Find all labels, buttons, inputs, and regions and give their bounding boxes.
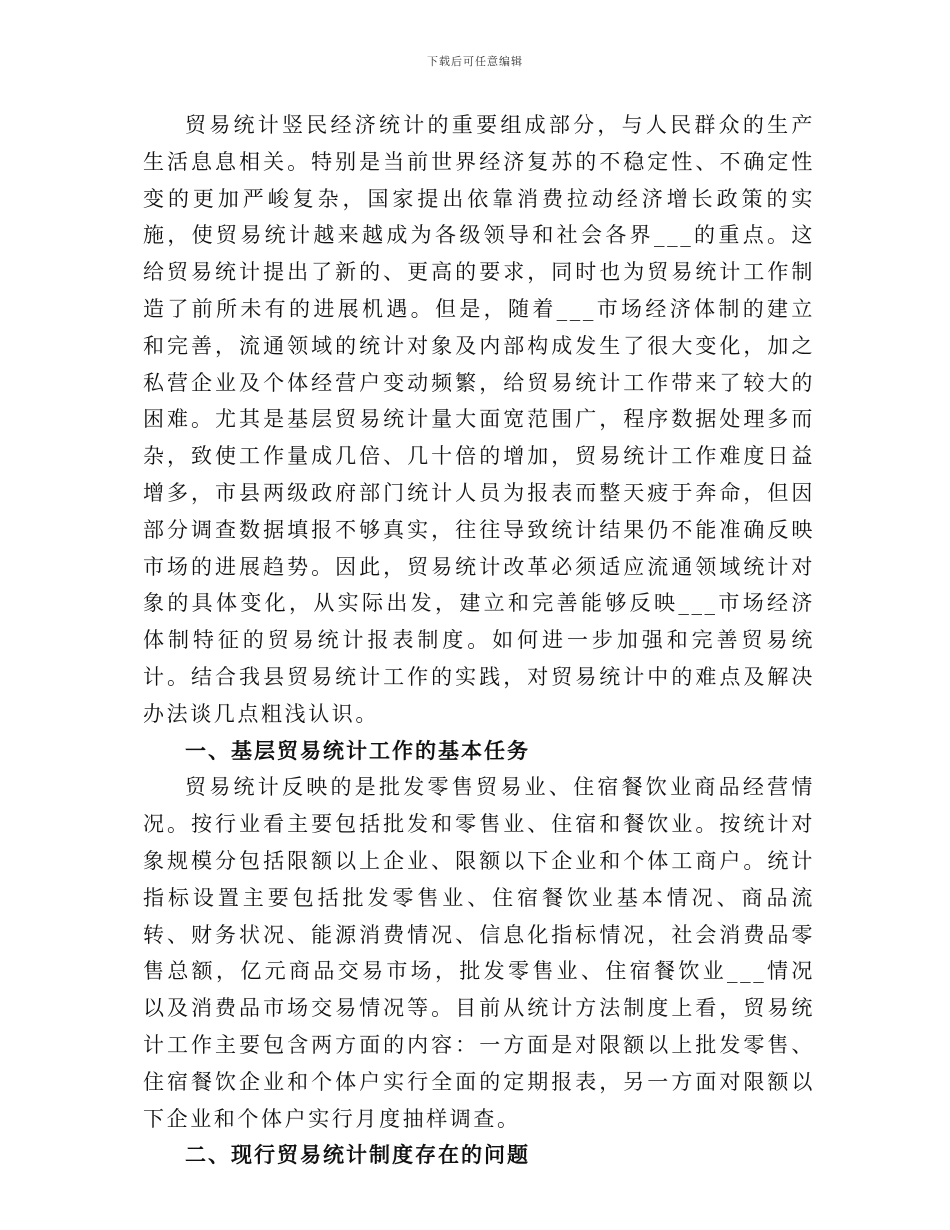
document-body [143,107,815,1174]
section-2-heading: 二、现行贸易统计制度存在的问题 [185,1142,530,1168]
section-1-paragraph: 贸易统计反映的是批发零售贸易业、住宿餐饮业商品经营情况。按行业看主要包括批发和零售业、住宿和餐饮业。按统计对象规模分包括限额以上企业、限额以下企业和个体工商户。统计指标设置主要包括批发零售业、住宿餐饮业基本情况、商品流转、财务状况、能源消费情况、信息化指标情况，社会消费品零售总额，亿元商品交易市场，批发零售业、住宿餐饮业___情况以及消费品市场交易情况等。目前从统计方法制度上看，贸易统计工作主要包含两方面的内容：一方面是对限额以上批发零售、住宿餐饮企业和个体户实行全面的定期报表，另一方面对限额以下企业和个体户实行月度抽样调查。 [143,775,815,1131]
intro-paragraph: 贸易统计竖民经济统计的重要组成部分，与人民群众的生产生活息息相关。特别是当前世界经济复苏的不稳定性、不确定性变的更加严峻复杂，国家提出依靠消费拉动经济增长政策的实施，使贸易统计越来越成为各级领导和社会各界___的重点。这给贸易统计提出了新的、更高的要求，同时也为贸易统计工作制造了前所未有的进展机遇。但是，随着___市场经济体制的建立和完善，流通领域的统计对象及内部构成发生了很大变化，加之私营企业及个体经营户变动频繁，给贸易统计工作带来了较大的困难。尤其是基层贸易统计量大面宽范围广，程序数据处理多而杂，致使工作量成几倍、几十倍的增加，贸易统计工作难度日益增多，市县两级政府部门统计人员为报表而整天疲于奔命，但因部分调查数据填报不够真实，往往导致统计结果仍不能准确反映市场的进展趋势。因此，贸易统计改革必须适应流通领域统计对象的具体变化，从实际出发，建立和完善能够反映___市场经济体制特征的贸易统计报表制度。如何进一步加强和完善贸易统计。结合我县贸易统计工作的实践，对贸易统计中的难点及解决办法谈几点粗浅认识。 [143,113,815,726]
section-1-heading: 一、基层贸易统计工作的基本任务 [185,737,530,763]
page-header-note: 下载后可任意编辑 [427,55,523,68]
